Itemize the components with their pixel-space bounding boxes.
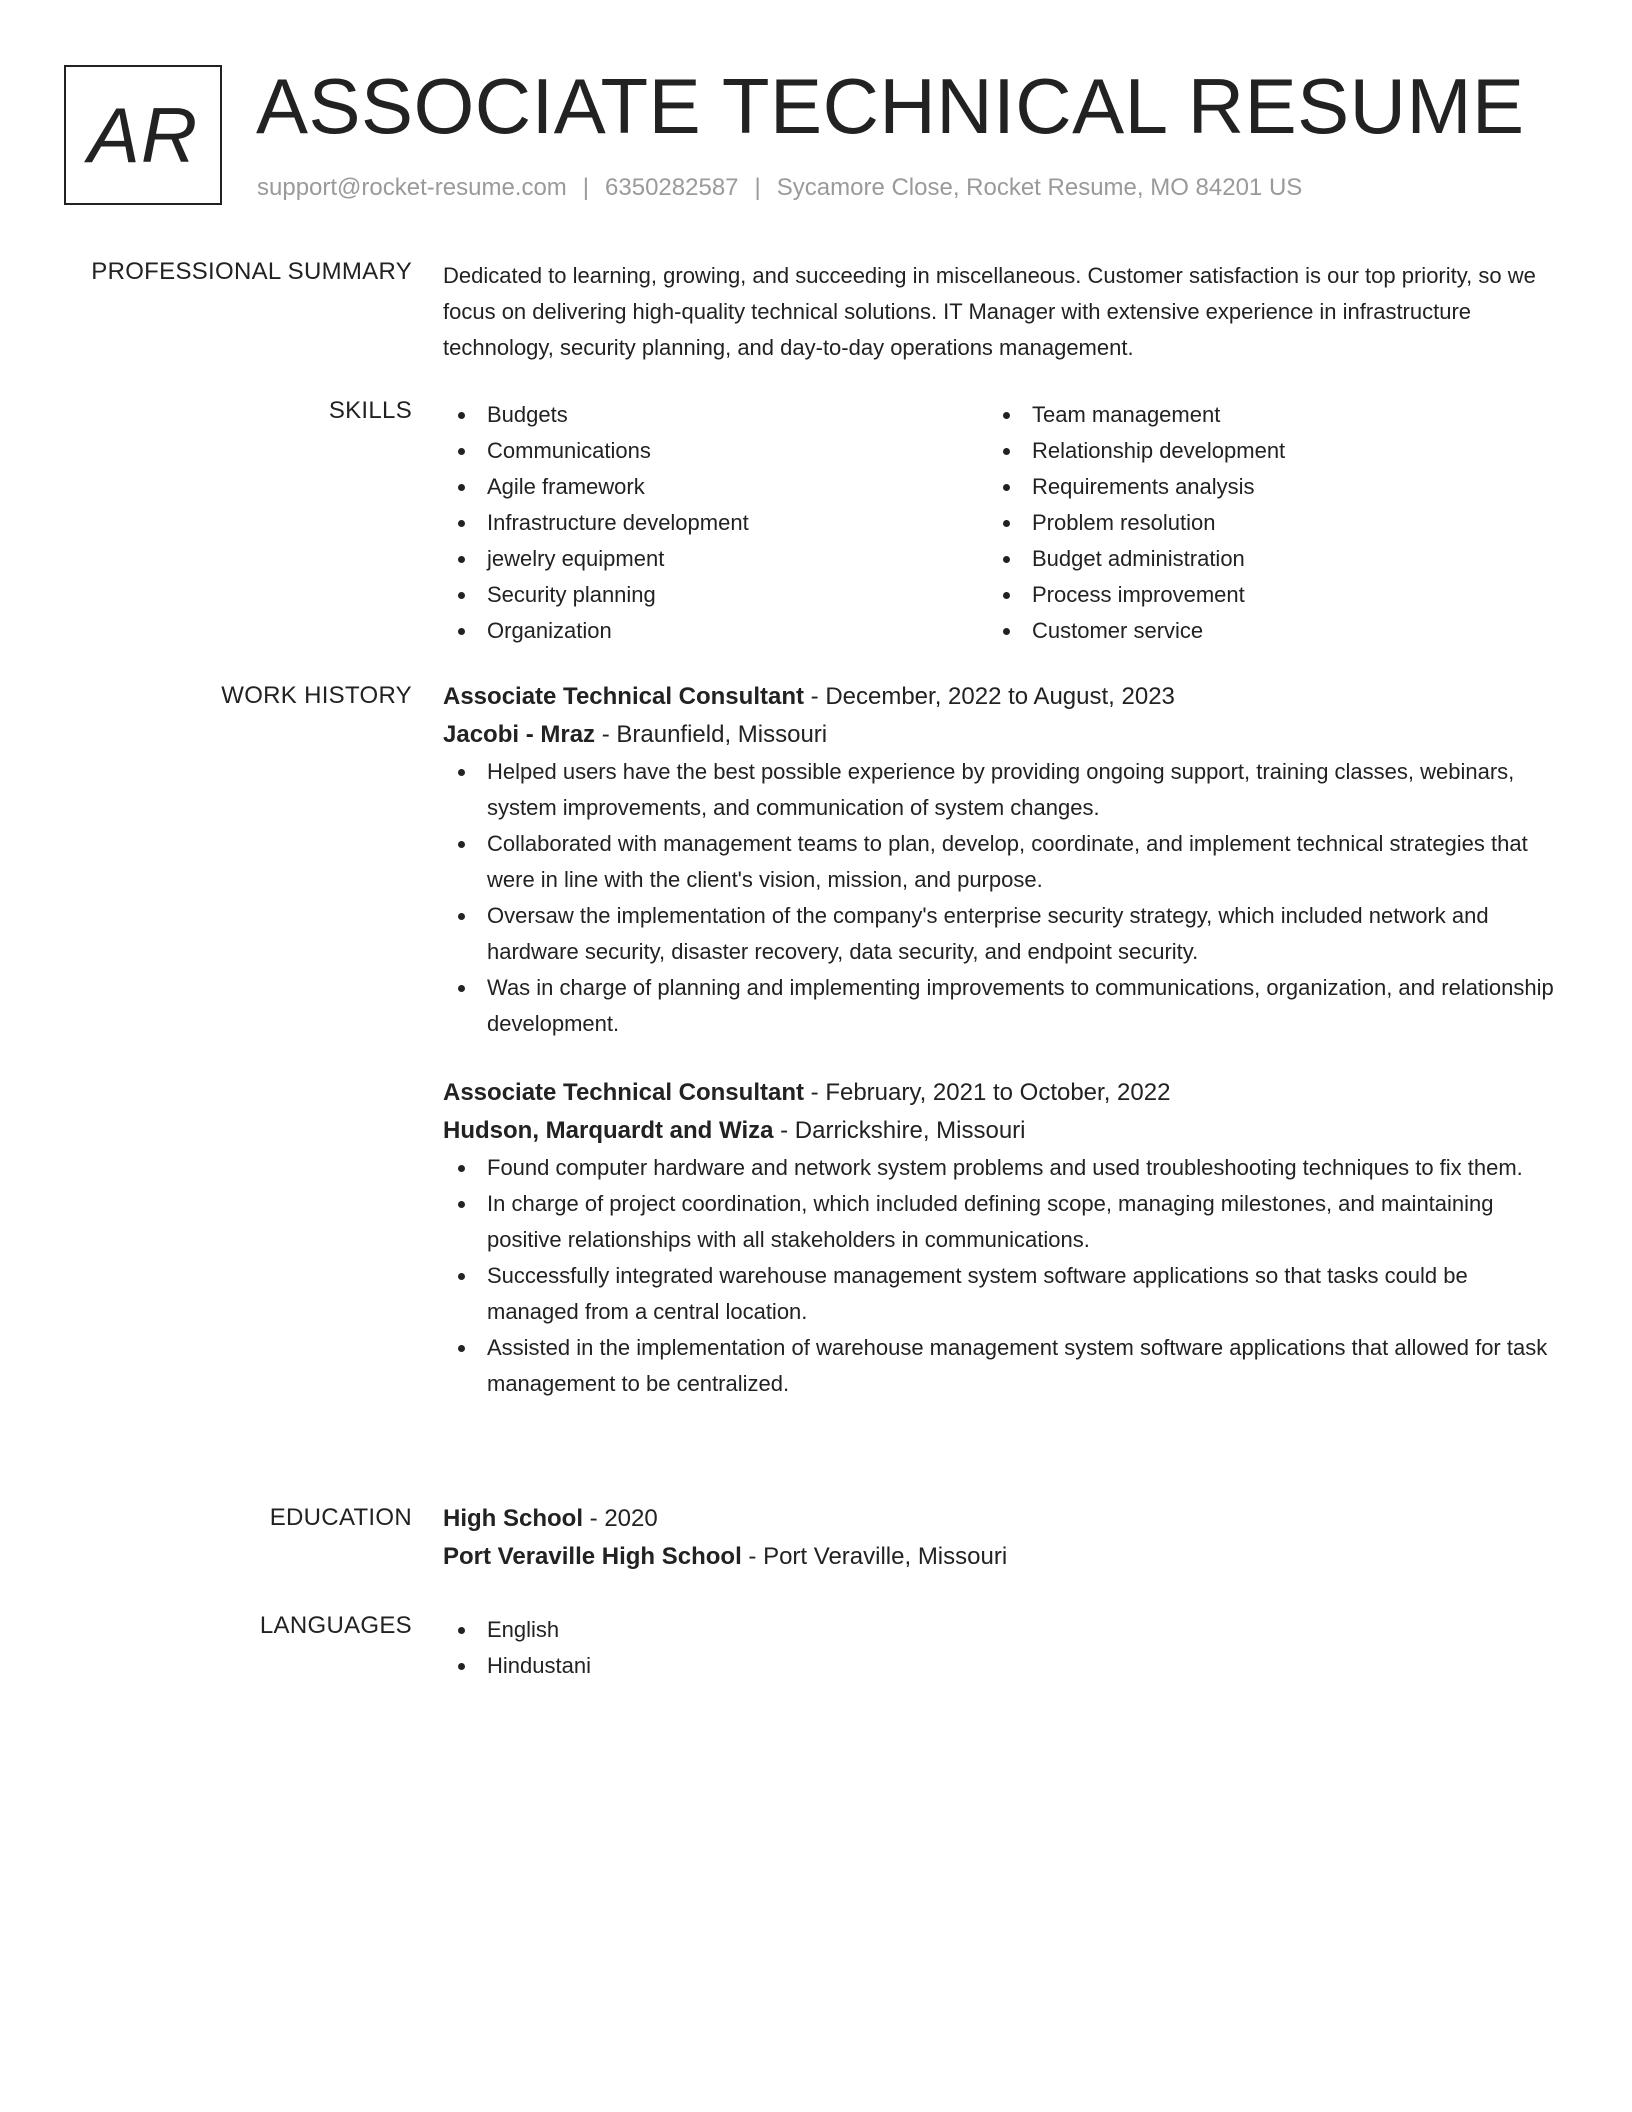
skills-body (443, 397, 1563, 649)
section-title-work-history: WORK HISTORY (221, 682, 412, 709)
job-bullets (443, 754, 1563, 1042)
skills-list-right (988, 397, 1533, 649)
language-item: Hindustani (443, 1648, 1563, 1684)
language-item: English (443, 1612, 1563, 1648)
section-title-education: EDUCATION (269, 1504, 412, 1531)
skill-item: Budgets (443, 397, 988, 433)
skill-item: Relationship development (988, 433, 1533, 469)
skill-item: Organization (443, 613, 988, 649)
resume-header (64, 64, 1564, 214)
education-location: - Port Veraville, Missouri (741, 1543, 1008, 1570)
languages-list (443, 1612, 1563, 1684)
education-year: - 2020 (583, 1505, 658, 1532)
skill-item: Problem resolution (988, 505, 1533, 541)
job-company-line (443, 1112, 1563, 1150)
job-bullet: Found computer hardware and network system problems and used troubleshooting techniques to fix them. (443, 1150, 1563, 1186)
job-company: Hudson, Marquardt and Wiza (443, 1117, 774, 1144)
skill-item: Process improvement (988, 577, 1533, 613)
monogram-logo: AR (64, 65, 222, 205)
job-entry (443, 1074, 1563, 1402)
contact-line (257, 174, 1302, 202)
job-location: - Darrickshire, Missouri (773, 1117, 1026, 1144)
job-company: Jacobi - Mraz (443, 721, 596, 748)
skill-item: Agile framework (443, 469, 988, 505)
skill-item: Customer service (988, 613, 1533, 649)
resume-title: ASSOCIATE TECHNICAL RESUME (256, 62, 1525, 150)
skill-item: jewelry equipment (443, 541, 988, 577)
job-bullet: Assisted in the implementation of warehouse management system software applications that allowed for task management to be centralized. (443, 1330, 1563, 1402)
skill-item: Communications (443, 433, 988, 469)
education-school-line (443, 1538, 1563, 1576)
contact-phone: 6350282587 (605, 174, 739, 201)
skill-item: Budget administration (988, 541, 1533, 577)
contact-email: support@rocket-resume.com (257, 174, 567, 201)
job-title-line (443, 678, 1563, 716)
skill-item: Requirements analysis (988, 469, 1533, 505)
job-dates: - December, 2022 to August, 2023 (803, 683, 1175, 710)
job-location: - Braunfield, Missouri (595, 721, 828, 748)
skill-item: Security planning (443, 577, 988, 613)
summary-body (443, 258, 1563, 366)
contact-separator: | (754, 174, 761, 201)
section-title-summary: PROFESSIONAL SUMMARY (91, 258, 412, 285)
education-degree: High School (443, 1505, 583, 1532)
job-bullet: Was in charge of planning and implementing improvements to communications, organization, and relationship development. (443, 970, 1563, 1042)
job-dates: - February, 2021 to October, 2022 (803, 1079, 1171, 1106)
contact-separator: | (582, 174, 590, 201)
job-bullet: Helped users have the best possible experience by providing ongoing support, training classes, webinars, system improvements, and communication of system changes. (443, 754, 1563, 826)
job-company-line (443, 716, 1563, 754)
summary-text: Dedicated to learning, growing, and succeeding in miscellaneous. Customer satisfaction is our top priority, so we focus on delivering high-quality technical solutions. IT Manager with extensive experience in infrastructure technology, security planning, and day-to-day operations management. (443, 263, 1536, 360)
education-degree-line (443, 1500, 1563, 1538)
job-bullets (443, 1150, 1563, 1402)
job-bullet: Collaborated with management teams to plan, develop, coordinate, and implement technical strategies that were in line with the client's vision, mission, and purpose. (443, 826, 1563, 898)
skills-list-left (443, 397, 988, 649)
job-bullet: Successfully integrated warehouse management system software applications so that tasks could be managed from a central location. (443, 1258, 1563, 1330)
job-bullet: In charge of project coordination, which included defining scope, managing milestones, and maintaining positive relationships with all stakeholders in communications. (443, 1186, 1563, 1258)
section-title-skills: SKILLS (328, 397, 412, 424)
skills-grid (443, 397, 1543, 649)
job-entry (443, 678, 1563, 1042)
education-school: Port Veraville High School (443, 1543, 742, 1570)
contact-address: Sycamore Close, Rocket Resume, MO 84201 US (776, 174, 1303, 201)
skill-item: Infrastructure development (443, 505, 988, 541)
languages-body (443, 1612, 1563, 1684)
job-role: Associate Technical Consultant (443, 683, 804, 710)
job-bullet: Oversaw the implementation of the company's enterprise security strategy, which included network and hardware security, disaster recovery, data security, and endpoint security. (443, 898, 1563, 970)
education-body (443, 1500, 1563, 1576)
work-history-body (443, 678, 1563, 1402)
skill-item: Team management (988, 397, 1533, 433)
job-title-line (443, 1074, 1563, 1112)
section-title-languages: LANGUAGES (259, 1612, 412, 1639)
job-role: Associate Technical Consultant (443, 1079, 804, 1106)
